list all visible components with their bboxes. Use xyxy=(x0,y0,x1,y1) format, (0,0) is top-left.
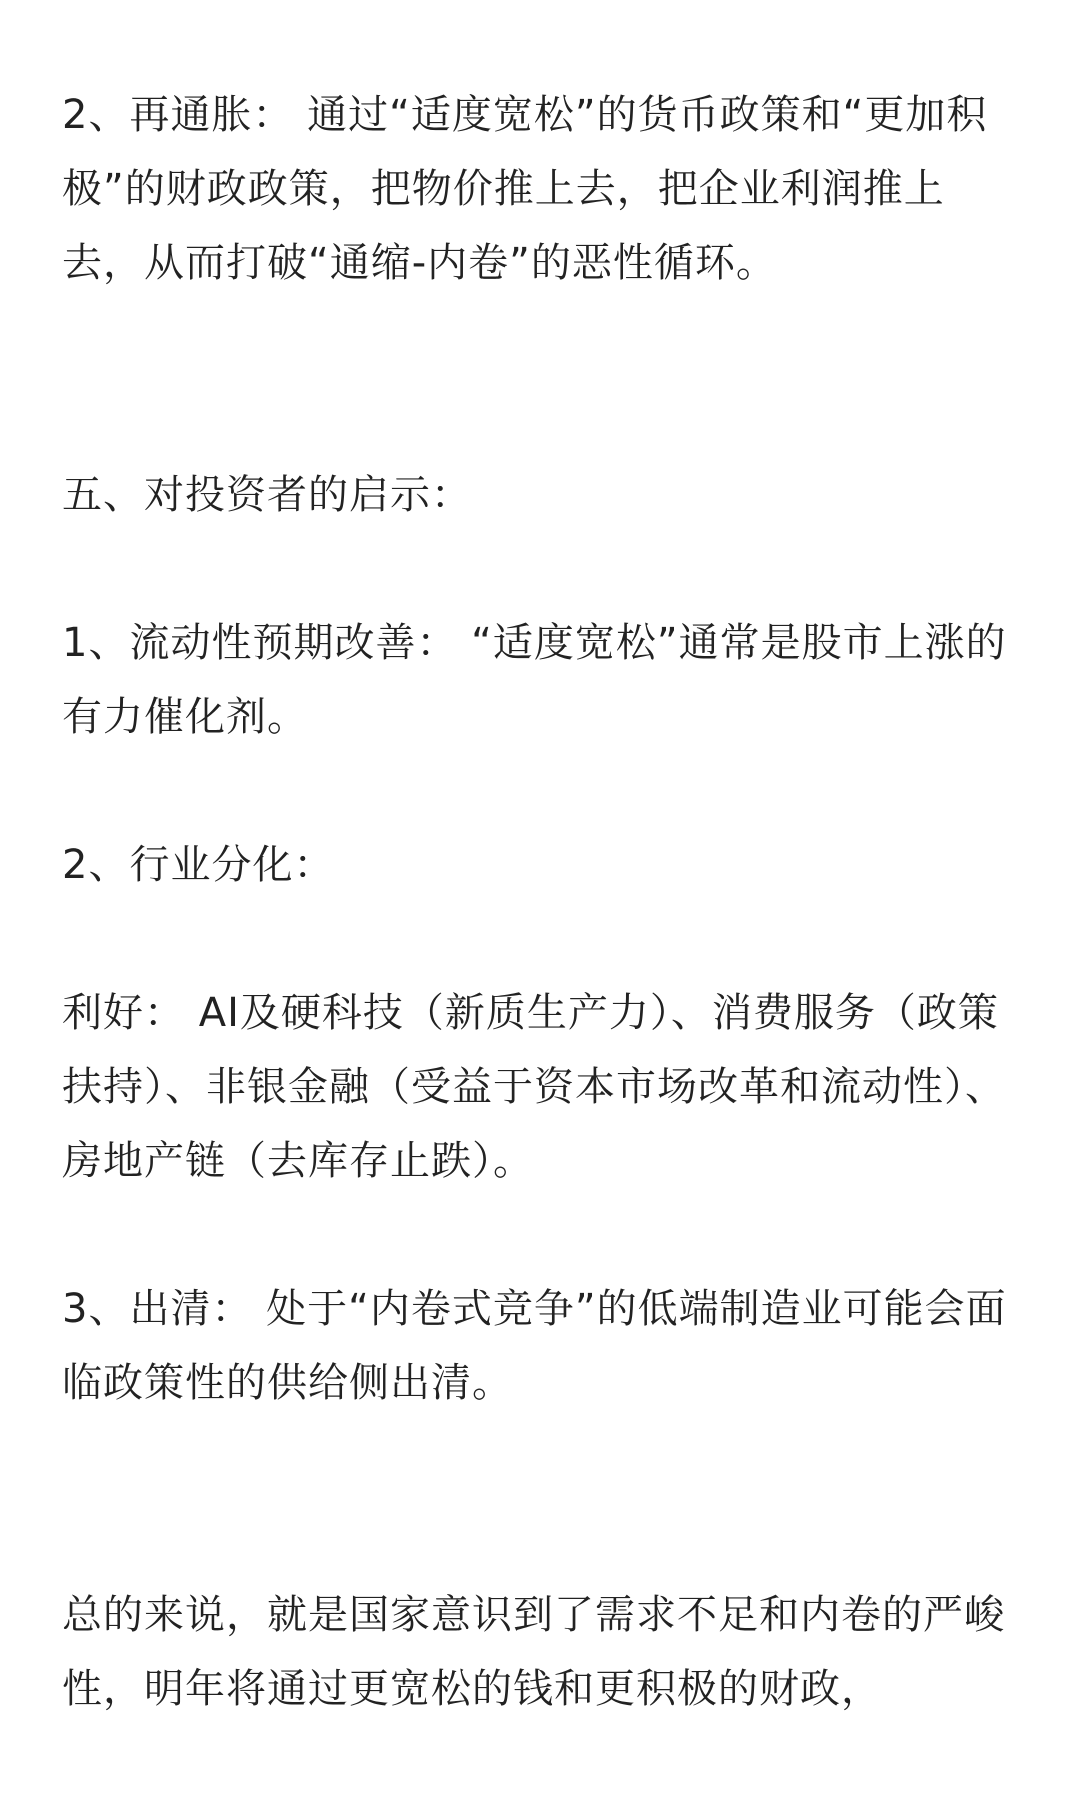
section-heading-investor-implications: 五、对投资者的启示： xyxy=(62,472,472,518)
paragraph-liquidity: 1、流动性预期改善： “适度宽松”通常是股市上涨的有力催化剂。 xyxy=(62,620,1007,740)
spacer xyxy=(62,902,1022,976)
paragraph-beneficiaries: 利好： AI及硬科技（新质生产力）、消费服务（政策扶持）、非银金融（受益于资本市场改革和流动性）、房地产链（去库存止跌）。 xyxy=(62,990,1006,1184)
paragraph-clearing: 3、出清： 处于“内卷式竞争”的低端制造业可能会面临政策性的供给侧出清。 xyxy=(62,1286,1007,1406)
paragraph-sector-divergence: 2、行业分化： xyxy=(62,842,335,888)
spacer xyxy=(62,754,1022,828)
paragraph-reinflation: 2、再通胀： 通过“适度宽松”的货币政策和“更加积极”的财政政策，把物价推上去，把企业利润推上去，从而打破“通缩-内卷”的恶性循环。 xyxy=(62,92,988,286)
spacer xyxy=(62,1198,1022,1272)
paragraph-summary: 总的来说，就是国家意识到了需求不足和内卷的严峻性，明年将通过更宽松的钱和更积极的财政， xyxy=(62,1592,1005,1712)
spacer xyxy=(62,1420,1022,1578)
spacer xyxy=(62,532,1022,606)
spacer xyxy=(62,300,1022,458)
article-body xyxy=(62,78,1022,1726)
